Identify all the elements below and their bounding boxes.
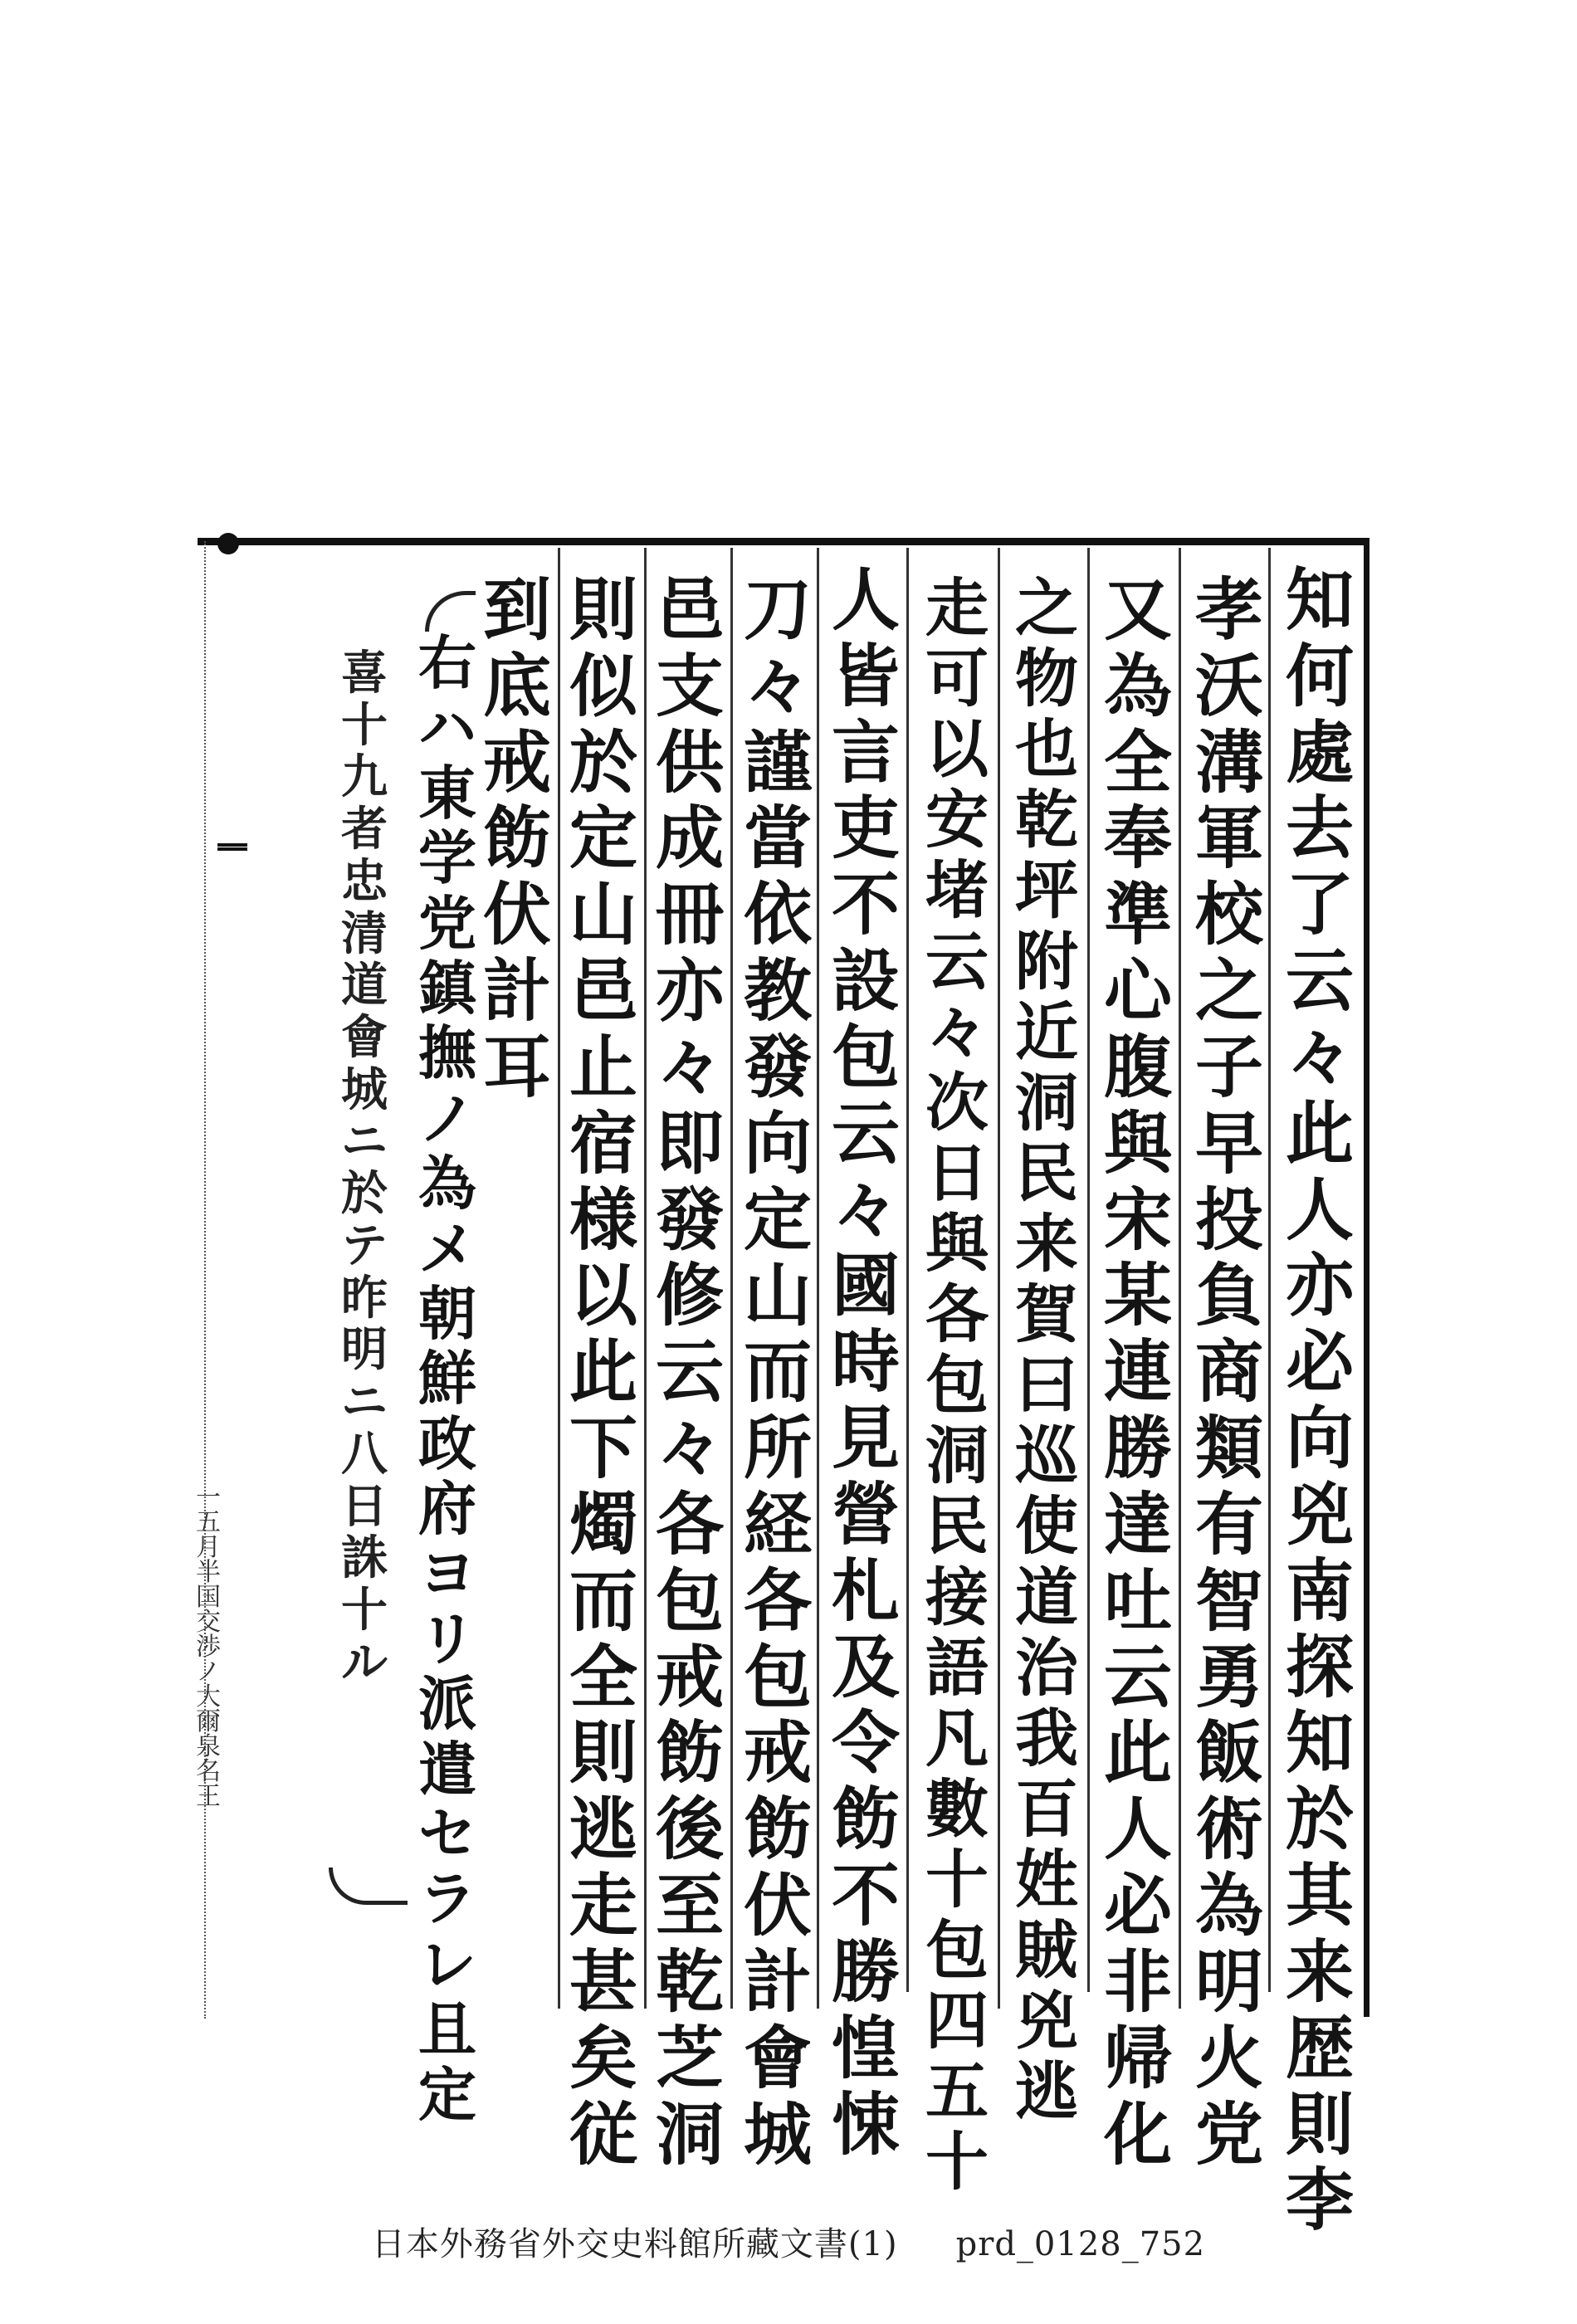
glyph: 乾 [1015, 783, 1078, 857]
glyph: 渉 [196, 1633, 221, 1662]
note-column-2 [327, 647, 402, 1688]
glyph: 忠 [341, 853, 388, 909]
glyph: 五 [196, 1508, 221, 1537]
glyph: 賀 [1015, 1277, 1078, 1352]
glyph: 飭 [655, 1713, 724, 1794]
glyph: 底 [482, 646, 551, 726]
text-column-7 [737, 570, 818, 2175]
glyph: 札 [831, 1550, 900, 1631]
glyph: 鎮 [418, 953, 476, 1023]
glyph: 戒 [655, 1637, 724, 1717]
glyph: 孝 [1194, 570, 1263, 650]
glyph: 也 [1015, 712, 1078, 787]
glyph: 智 [1194, 1560, 1263, 1641]
glyph: 似 [569, 646, 637, 726]
text-column-4 [1006, 571, 1087, 2129]
glyph: 月 [196, 1533, 221, 1562]
glyph: 早 [1194, 1103, 1263, 1184]
glyph: 包 [925, 1348, 989, 1423]
glyph: 為 [1103, 646, 1172, 726]
glyph: 矣 [569, 2018, 637, 2098]
glyph: 沃 [1194, 646, 1263, 726]
glyph: 下 [569, 1409, 637, 1489]
glyph: 賊 [1015, 1913, 1078, 1988]
document-id: prd_0128_752 [955, 2225, 1206, 2263]
glyph: 此 [1285, 1093, 1354, 1174]
glyph: 逃 [569, 1789, 637, 1870]
glyph: 修 [655, 1256, 724, 1336]
glyph: 百 [1015, 1771, 1078, 1846]
glyph: 軍 [1194, 798, 1263, 879]
glyph: 達 [1103, 1484, 1172, 1565]
glyph: 々 [655, 1027, 724, 1107]
glyph: 邑 [569, 951, 637, 1032]
footer-caption [0, 2218, 1577, 2265]
glyph: 接 [925, 1560, 989, 1634]
glyph: 依 [743, 875, 812, 955]
glyph: 飭 [743, 1789, 812, 1870]
glyph: 東 [418, 758, 476, 828]
glyph: 戒 [482, 722, 551, 803]
glyph: 党 [1194, 2094, 1263, 2175]
glyph: 芝 [655, 2018, 724, 2098]
glyph: 人 [1285, 1169, 1354, 1250]
glyph: 見 [831, 1399, 900, 1479]
glyph: ノ [418, 1083, 476, 1153]
glyph: 戒 [743, 1713, 812, 1794]
glyph: 包 [831, 1017, 900, 1097]
glyph: 城 [743, 2094, 812, 2175]
glyph: 各 [925, 1277, 989, 1352]
glyph: 喜 [341, 646, 388, 701]
glyph: 可 [925, 642, 989, 716]
glyph: 子 [1194, 1027, 1263, 1107]
glyph: 包 [925, 1913, 989, 1988]
column-rule [558, 548, 560, 2009]
glyph: 帰 [1103, 2018, 1172, 2098]
text-column-8 [649, 570, 730, 2175]
glyph: ル [341, 1634, 388, 1690]
glyph: 巡 [1015, 1418, 1078, 1493]
glyph: 以 [925, 712, 989, 787]
glyph: 勝 [1103, 1409, 1172, 1489]
text-column-5 [916, 573, 998, 2198]
glyph: 商 [1194, 1332, 1263, 1413]
glyph: 凡 [925, 1701, 989, 1775]
glyph: 日 [341, 1478, 388, 1534]
glyph: 當 [743, 798, 812, 879]
glyph: 連 [1103, 1332, 1172, 1413]
glyph: 民 [1015, 1135, 1078, 1210]
glyph: 與 [1103, 1103, 1172, 1184]
glyph: 泉 [196, 1732, 221, 1761]
glyph: 々 [655, 1409, 724, 1489]
glyph: 右 [418, 628, 476, 697]
glyph: ニ [341, 1114, 388, 1169]
glyph: 某 [1103, 1256, 1172, 1336]
glyph: 昨 [341, 1270, 388, 1326]
glyph: 於 [341, 1166, 388, 1222]
glyph: 遣 [418, 1734, 476, 1804]
column-rule [1087, 548, 1090, 1992]
glyph: 山 [743, 1256, 812, 1336]
glyph: メ [418, 1213, 476, 1283]
glyph: 亦 [655, 951, 724, 1032]
text-column-6 [825, 560, 906, 2165]
glyph: 則 [569, 570, 637, 650]
glyph: 校 [1194, 875, 1263, 955]
column-rule [1179, 548, 1181, 2009]
glyph: 々 [831, 1169, 900, 1250]
glyph: 府 [418, 1474, 476, 1544]
glyph: 道 [341, 958, 388, 1013]
glyph: 云 [1285, 941, 1354, 1022]
glyph: 兇 [1015, 1984, 1078, 2058]
glyph: 發 [655, 1179, 724, 1260]
text-column-2 [1189, 570, 1270, 2175]
glyph: 々 [743, 646, 812, 726]
glyph: 令 [831, 1703, 900, 1784]
glyph: 火 [1194, 2018, 1263, 2098]
glyph: 各 [743, 1560, 812, 1641]
glyph: 支 [655, 646, 724, 726]
glyph: 及 [831, 1627, 900, 1707]
glyph: 宿 [569, 1103, 637, 1184]
glyph: 則 [1285, 2084, 1354, 2165]
glyph: 吏 [831, 788, 900, 869]
glyph: 朝 [418, 1278, 476, 1348]
glyph: 與 [925, 1206, 989, 1281]
glyph: 術 [1194, 1789, 1263, 1870]
frame-corner-mark [217, 533, 239, 554]
glyph: 之 [1194, 951, 1263, 1032]
glyph: テ [341, 1218, 388, 1273]
text-column-9 [563, 570, 644, 2175]
glyph: 次 [925, 1065, 989, 1140]
glyph: 非 [1103, 1941, 1172, 2022]
glyph: レ [418, 1929, 476, 1999]
glyph: 堵 [925, 853, 989, 928]
glyph: 皆 [831, 636, 900, 716]
glyph: 不 [831, 865, 900, 945]
glyph: 政 [418, 1409, 476, 1478]
glyph: 歴 [1285, 2008, 1354, 2088]
glyph: 勝 [831, 1931, 900, 2012]
text-column-1 [1278, 560, 1361, 2241]
text-column-3 [1097, 570, 1179, 2175]
glyph: 云 [1103, 1637, 1172, 1717]
glyph: 全 [1103, 722, 1172, 803]
glyph: 國 [831, 1246, 900, 1326]
glyph: 邑 [655, 570, 724, 650]
glyph: 供 [655, 722, 724, 803]
glyph: 類 [1194, 1409, 1263, 1489]
glyph: 洞 [655, 2094, 724, 2175]
glyph: 李 [1285, 2160, 1354, 2241]
glyph: リ [418, 1604, 476, 1673]
glyph: 爾 [196, 1707, 221, 1736]
glyph: 悚 [831, 2084, 900, 2165]
glyph: 鮮 [418, 1344, 476, 1413]
glyph: 不 [831, 1856, 900, 1936]
glyph: セ [418, 1799, 476, 1869]
glyph: 知 [1285, 1703, 1354, 1784]
glyph: 時 [831, 1322, 900, 1403]
glyph: 向 [1285, 1399, 1354, 1479]
glyph: 惶 [831, 2008, 900, 2088]
glyph: 十 [341, 697, 388, 753]
glyph: 包 [655, 1560, 724, 1641]
glyph: 為 [418, 1149, 476, 1218]
glyph: 人 [831, 560, 900, 640]
glyph: 勇 [1194, 1637, 1263, 1717]
glyph: 八 [341, 1426, 388, 1482]
glyph: 清 [341, 906, 388, 961]
glyph: 日 [925, 1135, 989, 1210]
glyph: 飭 [482, 798, 551, 879]
glyph: 洞 [925, 1418, 989, 1493]
glyph: 於 [1285, 1780, 1354, 1860]
glyph: 之 [1015, 571, 1078, 645]
margin-stamp-text [196, 1483, 221, 1811]
glyph: 南 [1285, 1550, 1354, 1631]
glyph: 設 [831, 941, 900, 1022]
glyph: 逃 [1015, 2054, 1078, 2129]
glyph: 謹 [743, 722, 812, 803]
glyph: 各 [655, 1484, 724, 1565]
glyph: 且 [418, 1994, 476, 2064]
glyph: 宋 [1103, 1179, 1172, 1260]
column-rule [730, 548, 733, 2009]
glyph: 誅 [341, 1531, 388, 1586]
glyph: 走 [569, 1866, 637, 1946]
collection-label: 日本外務省外交史料館所藏文書(1) [371, 2225, 898, 2263]
glyph: 包 [743, 1637, 812, 1717]
glyph: 奉 [1103, 798, 1172, 879]
glyph: 道 [1015, 1560, 1078, 1634]
glyph: 化 [1103, 2094, 1172, 2175]
glyph: 必 [1285, 1322, 1354, 1403]
glyph: 飭 [831, 1780, 900, 1860]
column-rule [906, 548, 909, 1992]
glyph: 明 [341, 1322, 388, 1378]
glyph: 亦 [1285, 1246, 1354, 1326]
glyph: 其 [1285, 1856, 1354, 1936]
glyph: 近 [1015, 994, 1078, 1069]
glyph: 準 [1103, 875, 1172, 955]
glyph: 々 [1285, 1017, 1354, 1097]
glyph: 使 [1015, 1489, 1078, 1564]
glyph: ニ [341, 1374, 388, 1430]
glyph: 人 [1103, 1789, 1172, 1870]
text-column-10 [476, 570, 558, 1107]
glyph: 々 [925, 994, 989, 1069]
glyph: 定 [569, 798, 637, 879]
glyph: 飯 [1194, 1713, 1263, 1794]
glyph: 而 [743, 1332, 812, 1413]
glyph: 兇 [1285, 1474, 1354, 1555]
glyph: 治 [1015, 1630, 1078, 1705]
glyph: 大 [196, 1682, 221, 1711]
glyph: 五 [925, 2054, 989, 2129]
glyph: 洞 [1015, 1065, 1078, 1140]
glyph: 有 [1194, 1484, 1263, 1565]
glyph: 国 [196, 1583, 221, 1612]
glyph: 負 [1194, 1256, 1263, 1336]
glyph: 様 [569, 1179, 637, 1260]
glyph: 教 [743, 951, 812, 1032]
glyph: 撫 [418, 1018, 476, 1088]
glyph: 則 [569, 1713, 637, 1794]
glyph: 十 [925, 1842, 989, 1916]
glyph: 坪 [1015, 853, 1078, 928]
glyph: 冊 [655, 875, 724, 955]
glyph: 到 [482, 570, 551, 650]
glyph: 後 [655, 1789, 724, 1870]
glyph: 云 [831, 1093, 900, 1174]
glyph: 云 [925, 924, 989, 998]
glyph: 處 [1285, 712, 1354, 793]
frame-tick-mark [217, 843, 247, 851]
glyph: 言 [831, 712, 900, 793]
glyph: 姓 [1015, 1842, 1078, 1916]
glyph: ヨ [418, 1539, 476, 1609]
glyph: 十 [925, 2125, 989, 2200]
glyph: 燭 [569, 1484, 637, 1565]
glyph: 刀 [743, 570, 812, 650]
glyph: 計 [482, 951, 551, 1032]
glyph: 曰 [1015, 1348, 1078, 1423]
glyph: 發 [743, 1027, 812, 1107]
glyph: 向 [743, 1103, 812, 1184]
column-rule [998, 548, 1000, 2009]
glyph: 至 [655, 1866, 724, 1946]
glyph: 會 [341, 1010, 388, 1066]
note-column-1 [410, 628, 485, 2129]
glyph: 経 [743, 1484, 812, 1565]
glyph: 為 [1194, 1866, 1263, 1946]
glyph: 會 [743, 2018, 812, 2098]
glyph: 即 [655, 1103, 724, 1184]
glyph: 而 [569, 1560, 637, 1641]
glyph: 来 [1285, 1931, 1354, 2012]
glyph: 此 [569, 1332, 637, 1413]
glyph: 了 [1285, 865, 1354, 945]
glyph: 名 [196, 1757, 221, 1786]
glyph: 腹 [1103, 1027, 1172, 1107]
glyph: 定 [743, 1179, 812, 1260]
glyph: 十 [341, 1582, 388, 1638]
glyph: 所 [743, 1409, 812, 1489]
glyph: 伏 [482, 875, 551, 955]
glyph: 溝 [1194, 722, 1263, 803]
glyph: 營 [831, 1474, 900, 1555]
glyph: 數 [925, 1771, 989, 1846]
glyph: 附 [1015, 924, 1078, 998]
glyph: 計 [743, 1941, 812, 2022]
glyph: 止 [569, 1027, 637, 1107]
glyph: 物 [1015, 642, 1078, 716]
glyph: 吐 [1103, 1560, 1172, 1641]
glyph: 必 [1103, 1866, 1172, 1946]
glyph: 半 [196, 1558, 221, 1587]
glyph: 走 [925, 571, 989, 645]
glyph: 又 [1103, 570, 1172, 650]
glyph: 云 [655, 1332, 724, 1413]
glyph: 何 [1285, 636, 1354, 716]
glyph: 四 [925, 1984, 989, 2058]
glyph: 成 [655, 798, 724, 879]
glyph: ハ [418, 693, 476, 763]
glyph: ラ [418, 1864, 476, 1934]
glyph: 伏 [743, 1866, 812, 1946]
glyph: 語 [925, 1630, 989, 1705]
glyph: 山 [569, 875, 637, 955]
column-rule [644, 548, 647, 2009]
glyph: 王 [196, 1782, 221, 1811]
glyph: 従 [569, 2094, 637, 2175]
glyph: 九 [341, 749, 388, 805]
glyph: 於 [569, 722, 637, 803]
glyph: 城 [341, 1062, 388, 1117]
glyph: 知 [1285, 560, 1354, 640]
glyph: 乾 [655, 1941, 724, 2022]
glyph: 我 [1015, 1701, 1078, 1775]
glyph: 者 [341, 802, 388, 857]
glyph: 安 [925, 783, 989, 857]
glyph: 投 [1194, 1179, 1263, 1260]
glyph: 甚 [569, 1941, 637, 2022]
glyph: 派 [418, 1669, 476, 1739]
glyph: ノ [196, 1658, 221, 1687]
glyph: 一 [196, 1483, 221, 1512]
glyph: 耳 [482, 1027, 551, 1107]
glyph: 定 [418, 2059, 476, 2129]
glyph: 探 [1285, 1627, 1354, 1707]
glyph: 交 [196, 1608, 221, 1637]
glyph: 明 [1194, 1941, 1263, 2022]
glyph: 心 [1103, 951, 1172, 1032]
glyph: 民 [925, 1489, 989, 1564]
glyph: 以 [569, 1256, 637, 1336]
glyph: 学 [418, 823, 476, 893]
glyph: 去 [1285, 788, 1354, 869]
glyph: 此 [1103, 1713, 1172, 1794]
glyph: 来 [1015, 1206, 1078, 1281]
glyph: 党 [418, 888, 476, 958]
glyph: 全 [569, 1637, 637, 1717]
